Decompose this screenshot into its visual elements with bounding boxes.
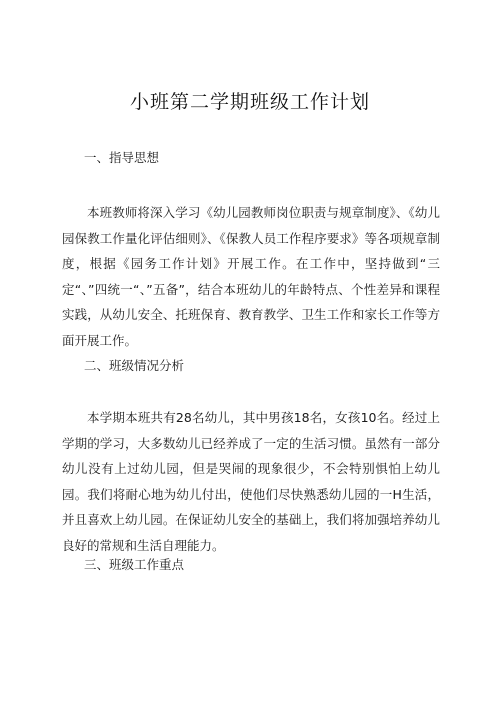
section-paragraph-class-analysis: 本学期本班共有28名幼儿，其中男孩18名，女孩10名。经过上学期的学习，大多数幼儿已经养成了一定的生活习惯。虽然有一部分幼儿没有上过幼儿园，但是哭闹的现象很少，不会特别惧怕上幼儿园。我们将耐心地为幼儿付出，使他们尽快熟悉幼儿园的一H生活，并且喜欢上幼儿园。在保证幼儿安全的基础上，我们将加强培养幼儿良好的常规和生活自理能力。 bbox=[62, 410, 440, 553]
section-heading-work-focus: 三、班级工作重点 bbox=[84, 557, 185, 572]
section-heading-guiding-ideology: 一、指导思想 bbox=[84, 150, 160, 165]
section-paragraph-guiding-ideology: 本班教师将深入学习《幼儿园教师岗位职责与规章制度》、《幼儿园保教工作量化评估细则》、《保教人员工作程序要求》等各项规章制度，根据《园务工作计划》开展工作。在工作中，坚持做到“三定“、”四统一“、”五备”，结合本班幼儿的年龄特点、个性差异和课程实践，从幼儿安全、托班保育、教育教学、卫生工作和家长工作等方面开展工作。 bbox=[62, 205, 440, 348]
section-heading-class-analysis: 二、班级情况分析 bbox=[84, 358, 185, 373]
page-title: 小班第二学期班级工作计划 bbox=[129, 91, 370, 113]
